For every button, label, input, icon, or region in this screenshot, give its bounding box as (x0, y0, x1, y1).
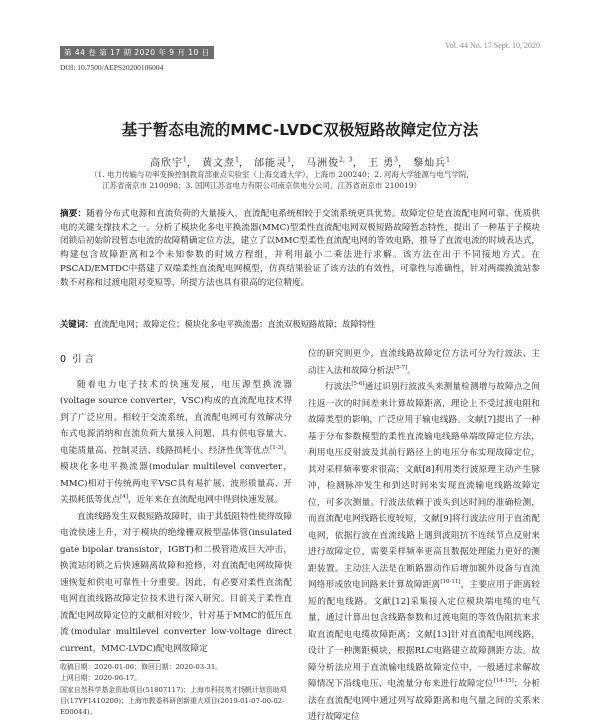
author: 黄文焘 (202, 158, 236, 169)
text-run: ；分析法在直流配电网中通过列写故障距离和电气量之间的关系来进行故障定位 (308, 679, 540, 722)
text-run: 通过识别行波波头来测量检测增与故障点之间往返一次的时间差来计算故障距离，理论上不受过渡电阻和故障类型的影响，广泛应用于输电线路。文献[7]提出了一种基于分布参数模型的柔性直流输电线路单端故障定位方法，利用电压反射波及其前行路径上的电压分布实现故障定位，其对采样频率要求很高；文献[8]利用类行波原理主动产生脉冲，检测脉冲发生和到达时间来实现直流输电线路故障定位，可多次测量。行波法依赖于波头到达时间的准确检测，而直流配电网线路长度较短，文献[9]将行波法应用于直流配电网，依据行波在直流线路上遇到波阻抗不连续节点反射来进行故障定位，需要采样频率更高且数据处理能力更好的测距装置。主动注入法是在断路器动作后增加额外设备与直流网络形成放电回路来计算故障距离 (308, 382, 540, 590)
footnote-rule (60, 660, 160, 661)
author: 王 勇 (367, 158, 395, 169)
text-run: ，近年来在直流配电网中得到快速发展。 (127, 495, 283, 505)
keywords (60, 318, 540, 330)
paragraph (308, 379, 540, 726)
footnote-line: 国家自然科学基金资助项目(51807117)；上海市科技英才扬帆计划资助项目(17YF1410200)；上海市教委科研创新重大项目(2019-01-07-00-02-E00044)。 (60, 685, 287, 717)
citation[interactable]: [4] (120, 494, 128, 501)
footnote (60, 662, 292, 718)
footnote-line: 上网日期：2020-06-17。 (60, 674, 142, 683)
journal-issue-bar: 第 44 卷 第 17 期 2020 年 9 月 10 日 (60, 46, 214, 59)
abstract (60, 208, 540, 290)
author-affil-mark: 2，3 (339, 156, 353, 164)
author-affil-mark: 1 (287, 156, 291, 164)
body-left-column (60, 352, 292, 657)
paper-title: 基于暂态电流的MMC-LVDC双极短路故障定位方法 (121, 121, 479, 139)
author-affil-mark: 1 (183, 156, 187, 164)
text-run: 位的研究则更少，直流线路故障定位方法可分为行波法、主动注入法和故障分析法 (308, 349, 540, 376)
doi[interactable]: DOI: 10.7500/AEPS20200106004 (60, 63, 164, 72)
citation[interactable]: [5-6] (351, 381, 365, 388)
citation[interactable]: [1-3] (270, 444, 284, 451)
section-heading (60, 352, 292, 369)
text-run: 。 (407, 365, 416, 376)
citation[interactable]: [14-15] (493, 678, 514, 685)
keywords-text: 直流配电网；故障定位；模块化多电平换流器；直流双极短路故障；故障特性 (93, 319, 376, 329)
paragraph (60, 377, 292, 509)
section-title: 引 言 (72, 354, 95, 365)
text-run: 行波法 (325, 382, 352, 392)
author: 邰能灵 (254, 158, 288, 169)
author-affil-mark: 1 (446, 156, 450, 164)
text-run: ，主要应用于距离较短的配电线路。文献[12]采集接入定位模块端电缆的电气量，通过计算出包含线路参数和过渡电阻的等效伪阻抗来求取直流配电电缆故障距离；文献[13]针对直流配电网线路，设计了一种测距模块，根据RLC电路建立故障测距方法。故障分析法应用于直流输电线路故障定位中，一般通过求解故障情况下沿线电压、电流量分布来进行故障定位 (308, 580, 540, 689)
affiliation-line: 江苏省南京市 210098；3. 国网江苏省电力有限公司南京供电分公司，江苏省南京市 210019） (102, 181, 422, 190)
keywords-label: 关键词： (60, 319, 94, 329)
affiliations (90, 169, 510, 191)
author-affil-mark: 3 (394, 156, 398, 164)
citation[interactable]: [5-7] (393, 364, 408, 371)
section-number: 0 (60, 354, 67, 365)
text-run: 随着电力电子技术的快速发展，电压源型换流器(voltage source converter，VSC)构成的直流配电技术得到了广泛应用。相较于交流系统，直流配电网可有效解决分布式电源消纳和直流负荷大量接入问题，具有供电容量大、电能质量高、控制灵活、线路损耗小、经济性优等优点 (60, 379, 292, 456)
paragraph: 直流线路发生双极短路故障时，由于其低阻特性使得故障电流快速上升，对于模块的绝缘栅双极型晶体管(insulated gate bipolar transistor，IGBT)和二极管造成巨大冲击，换流站闭锁之后快速隔离故障和抢修，对直流配电网故障快速恢复和供电可靠性十分重要。因此，有必要对柔性直流配电网直流线路故障定位技术进行深入研究。目前关于柔性直流配电网故障定位的文献相对较少，针对基于MMC的低压直流(modular multilevel converter low-voltage direct current，MMC-LVDC)配电网故障定 (60, 511, 292, 654)
author: 高欣宇 (150, 158, 184, 169)
footnote-line: 收稿日期：2020-01-06；修回日期：2020-03-31。 (60, 663, 223, 671)
journal-header (60, 40, 320, 72)
author-affil-mark: 1 (235, 156, 239, 164)
text-run: 。模块化多电平换流器(modular multilevel converter，MMC)相对于传统两电平VSC具有易扩展、波形质量高、开关损耗低等优点 (60, 445, 292, 505)
abstract-label: 摘要： (60, 209, 87, 219)
volume-info: Vol. 44 No. 17 Sept. 10, 2020 (445, 41, 540, 50)
citation[interactable]: [10-11] (440, 579, 461, 586)
author-list: 高欣宇$^1$， 黄文焘$^1$， 邰能灵$^1$， 马洲俊$^{2,3}$， 王 勇$^3$， 黎灿兵$^1$ (150, 156, 450, 169)
affiliation-line: （1. 电力传输与功率变换控制教育部重点实验室（上海交通大学），上海市 200240；2. 河海大学能源与电气学院， (90, 170, 474, 179)
abstract-text: 随着分布式电源和直流负荷的大量接入，直流配电系统相较于交流系统更具优势。故障定位是直流配电网可靠、优质供电的关键支撑技术之一。分析了模块化多电平换流器(MMC)型柔性直流配电网双极短路故障暂态特性，提出了一种基于子模块闭锁后初始阶段暂态电流的故障精确定位方法，建立了以MMC型柔性直流配电网的等效电路，推导了直流电流的时域表达式，构建包含故障距离和2个未知参数的时域方程组，并利用最小二乘法进行求解。该方法在出于不同接地方式。在PSCAD/EMTDC中搭建了双端柔性直流配电网模型，仿真结果验证了该方法的有效性，可靠性与准确性，针对两端换流站参数不对称和过渡电阻对变短等，所提方法也具有很高的定位精度。 (60, 209, 540, 288)
body-right-column (308, 346, 540, 726)
author: 黎灿兵 (413, 158, 447, 169)
paragraph (308, 346, 540, 379)
author: 马洲俊 (306, 158, 340, 169)
